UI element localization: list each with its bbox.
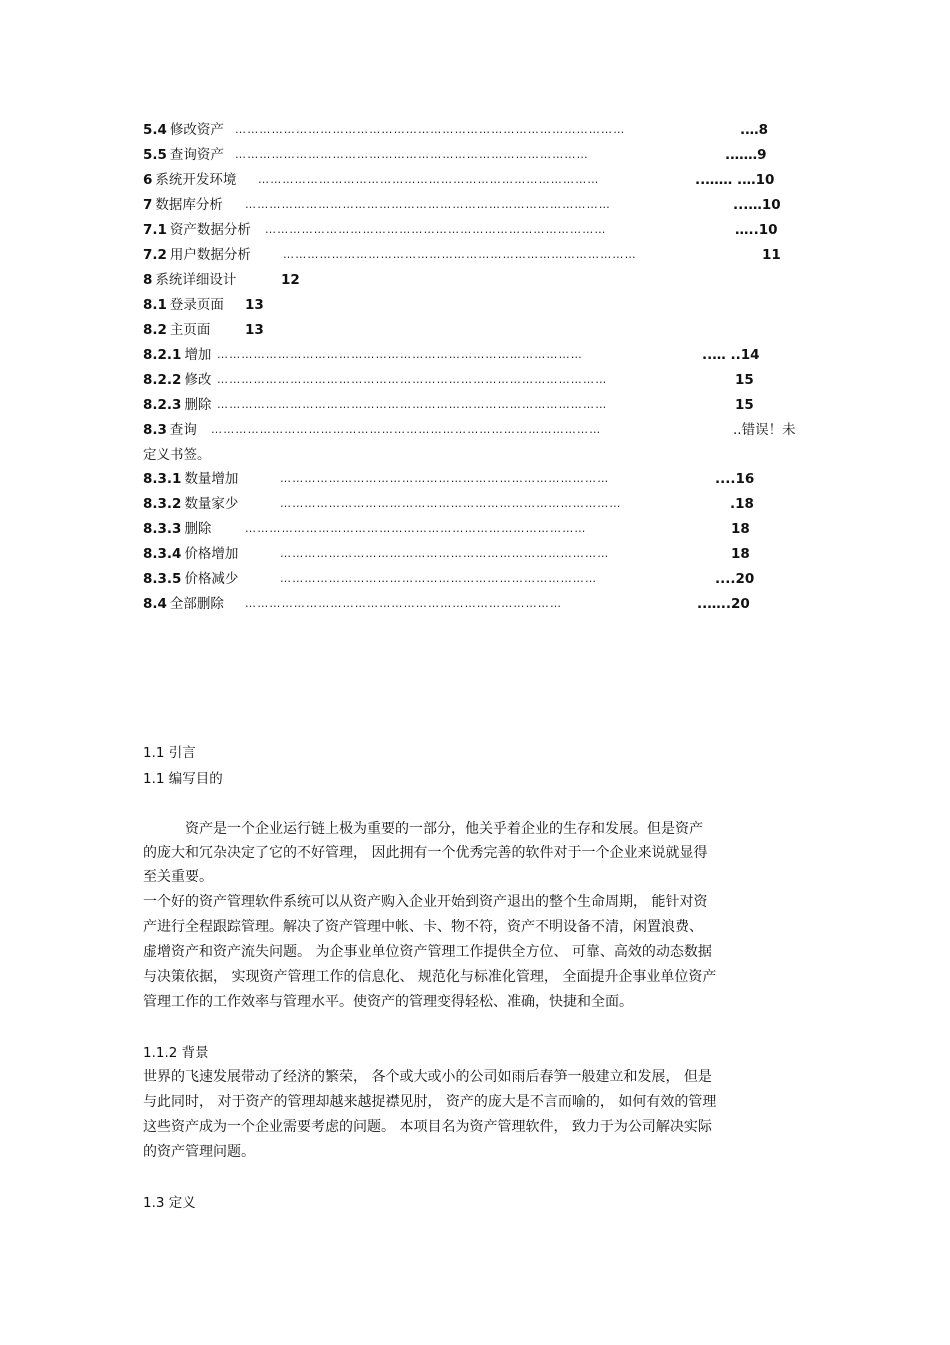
toc-entry-number: 8.2.2: [143, 372, 182, 388]
toc-page-number: .18: [730, 496, 754, 512]
toc-entry-number: 6: [143, 172, 153, 188]
toc-entry-title: 价格增加: [184, 546, 239, 562]
toc-leader-dots: ……………………………………………………………………………: [235, 148, 589, 161]
toc-entry-title: 查询资产: [169, 147, 224, 163]
toc-entry[interactable]: [143, 170, 823, 190]
paragraph-line: 与决策依据， 实现资产管理工作的信息化、 规范化与标准化管理， 全面提升企事业单位资产: [143, 969, 717, 985]
toc-entry-title: 登录页面: [169, 297, 224, 313]
paragraph-line: 与此同时， 对于资产的管理却越来越捉襟见肘， 资产的庞大是不言而喻的， 如何有效的管理: [143, 1094, 717, 1110]
toc-page-number: ..…..20: [697, 596, 750, 612]
toc-page-number: ....20: [715, 571, 755, 587]
toc-leader-dots: ……………………………………………………………………………………: [217, 373, 608, 386]
toc-page-number: ..…… .…10: [695, 172, 775, 188]
toc-entry-title: 价格减少: [184, 571, 239, 587]
toc-wrap-text: 定义书签。: [143, 447, 211, 463]
section-heading-intro: 1.1 引言: [143, 745, 196, 761]
toc-leader-dots: ………………………………………………………………………: [280, 547, 610, 560]
section-heading-background: 1.1.2 背景: [143, 1045, 209, 1061]
paragraph-line: 的资产管理问题。: [143, 1144, 255, 1160]
paragraph-line: 的庞大和冗杂决定了它的不好管理， 因此拥有一个优秀完善的软件对于一个企业来说就显得: [143, 845, 708, 861]
toc-entry[interactable]: [143, 120, 823, 140]
toc-entry-title: 查询: [169, 422, 197, 438]
paragraph-line: 资产是一个企业运行链上极为重要的一部分，他关乎着企业的生存和发展。但是资产: [185, 821, 703, 837]
toc-leader-dots: ………………………………………………………………………………: [217, 348, 583, 361]
toc-entry-title: 数据库分析: [155, 197, 223, 213]
toc-entry[interactable]: [143, 145, 823, 165]
paragraph-line: 这些资产成为一个企业需要考虑的问题。 本项目名为资产管理软件， 致力于为公司解决实际: [143, 1119, 712, 1135]
toc-entry-title: 修改: [184, 372, 212, 388]
toc-page-number: 18: [731, 521, 750, 537]
toc-entry[interactable]: [143, 594, 823, 614]
toc-page-number: …..10: [735, 222, 778, 238]
toc-entry[interactable]: [143, 420, 823, 440]
toc-page-number: 18: [731, 546, 750, 562]
toc-entry-number: 8.3.1: [143, 471, 182, 487]
toc-entry-number: 8.3: [143, 422, 167, 438]
toc-page-number: 13: [245, 297, 264, 313]
toc-entry-number: 5.4: [143, 122, 167, 138]
toc-entry[interactable]: [143, 395, 823, 415]
toc-entry-title: 数量增加: [184, 471, 239, 487]
toc-entry-number: 8.3.4: [143, 546, 182, 562]
toc-entry-title: 系统详细设计: [155, 272, 237, 288]
toc-entry-number: 8.3.2: [143, 496, 182, 512]
toc-entry-title: 主页面: [169, 322, 211, 338]
toc-entry[interactable]: [143, 494, 823, 514]
toc-leader-dots: ……………………………………………………………………………………: [211, 423, 602, 436]
toc-entry[interactable]: [143, 320, 823, 340]
toc-entry-number: 7: [143, 197, 153, 213]
toc-leader-dots: ……………………………………………………………………………: [283, 248, 637, 261]
toc-leader-dots: …………………………………………………………………………: [245, 522, 587, 535]
toc-entry-number: 8.4: [143, 596, 167, 612]
toc-page-number: ...…10: [733, 197, 781, 213]
toc-entry-number: 7.1: [143, 222, 167, 238]
toc-leader-dots: ……………………………………………………………………: [245, 597, 563, 610]
toc-page-number: ..… ..14: [702, 347, 760, 363]
toc-entry-number: 8.2.3: [143, 397, 182, 413]
paragraph-line: 管理工作的工作效率与管理水平。使资产的管理变得轻松、准确，快捷和全面。: [143, 994, 633, 1010]
toc-entry-title: 全部删除: [169, 596, 224, 612]
toc-entry[interactable]: [143, 245, 823, 265]
toc-entry-number: 8.2: [143, 322, 167, 338]
toc-entry[interactable]: [143, 519, 823, 539]
toc-entry-number: 8.2.1: [143, 347, 182, 363]
toc-leader-dots: …………………………………………………………………………: [280, 497, 622, 510]
toc-entry[interactable]: [143, 469, 823, 489]
toc-entry-title: 删除: [184, 521, 212, 537]
toc-page-number: 12: [281, 272, 300, 288]
toc-leader-dots: ……………………………………………………………………: [280, 572, 598, 585]
paragraph-line: 至关重要。: [143, 869, 213, 885]
toc-entry-title: 资产数据分析: [169, 222, 251, 238]
paragraph-line: 虚增资产和资产流失问题。 为企事业单位资产管理工作提供全方位、 可靠、高效的动态数据: [143, 944, 712, 960]
toc-entry-title: 增加: [184, 347, 212, 363]
toc-entry[interactable]: [143, 370, 823, 390]
toc-page-number: .……9: [725, 147, 767, 163]
toc-entry-title: 修改资产: [169, 122, 224, 138]
toc-page-number: 15: [735, 397, 754, 413]
toc-entry[interactable]: [143, 345, 823, 365]
toc-entry-title: 删除: [184, 397, 212, 413]
toc-entry-number: 8.3.5: [143, 571, 182, 587]
toc-entry-number: 8.1: [143, 297, 167, 313]
toc-entry[interactable]: [143, 295, 823, 315]
toc-page-number: 11: [762, 247, 781, 263]
toc-entry-number: 8.3.3: [143, 521, 182, 537]
toc-entry[interactable]: [143, 544, 823, 564]
toc-page-number: ..错误！未: [733, 422, 796, 438]
section-heading-definition: 1.3 定义: [143, 1195, 196, 1211]
toc-entry[interactable]: [143, 270, 823, 290]
toc-page-number: 15: [735, 372, 754, 388]
toc-entry[interactable]: [143, 569, 823, 589]
toc-entry[interactable]: [143, 220, 823, 240]
toc-page-number: ....16: [715, 471, 755, 487]
toc-entry-number: 7.2: [143, 247, 167, 263]
toc-page-number: 13: [245, 322, 264, 338]
toc-leader-dots: …………………………………………………………………………: [265, 223, 607, 236]
toc-leader-dots: ……………………………………………………………………………………: [217, 398, 608, 411]
toc-entry-title: 数量家少: [184, 496, 239, 512]
toc-entry-title: 用户数据分析: [169, 247, 251, 263]
paragraph-line: 产进行全程跟踪管理。解决了资产管理中帐、卡、物不符，资产不明设备不清，闲置浪费、: [143, 919, 703, 935]
toc-entry-number: 8: [143, 272, 153, 288]
toc-leader-dots: ……………………………………………………………………………………: [235, 123, 626, 136]
toc-entry-title: 系统开发环境: [155, 172, 237, 188]
toc-entry-number: 5.5: [143, 147, 167, 163]
paragraph-line: 一个好的资产管理软件系统可以从资产购入企业开始到资产退出的整个生命周期， 能针对资: [143, 894, 708, 910]
section-heading-purpose: 1.1 编写目的: [143, 771, 223, 787]
toc-leader-dots: ………………………………………………………………………: [280, 472, 610, 485]
paragraph-line: 世界的飞速发展带动了经济的繁荣， 各个或大或小的公司如雨后春笋一般建立和发展， 但是: [143, 1069, 712, 1085]
toc-entry[interactable]: [143, 195, 823, 215]
toc-leader-dots: ………………………………………………………………………………: [245, 198, 611, 211]
toc-leader-dots: …………………………………………………………………………: [258, 173, 600, 186]
toc-page-number: .…8: [740, 122, 769, 138]
